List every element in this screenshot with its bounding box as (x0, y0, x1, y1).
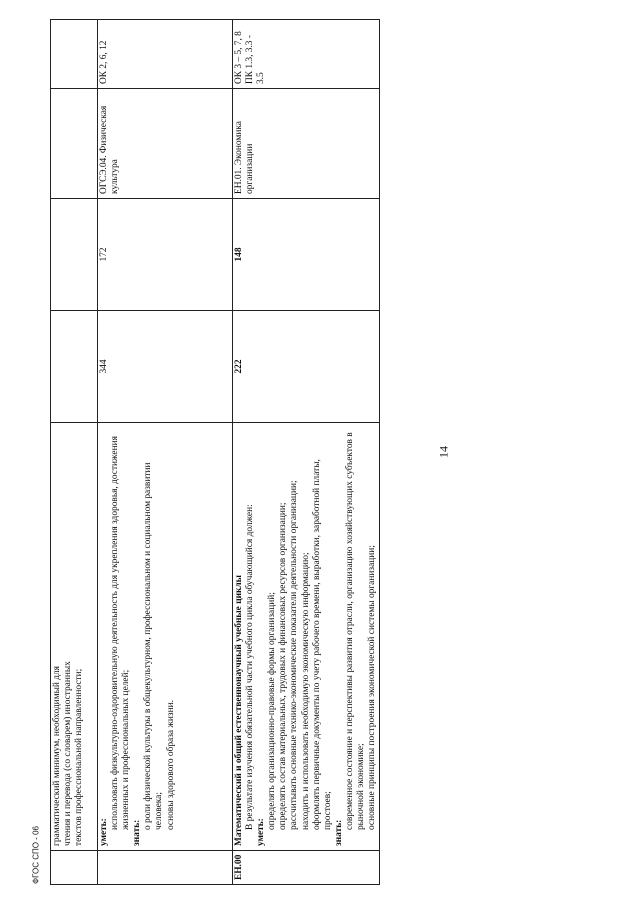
cycle-title: Математический и общий естественнонаучный учебные циклы (234, 575, 244, 846)
page-number: 14 (436, 446, 451, 458)
cycle-intro: В результате изучения обязательной части учебного цикла обучающийся должен: (245, 504, 256, 830)
requirement-item: основные принципы построения экономической системы организации; (367, 545, 378, 830)
cell-code (51, 851, 98, 885)
cell-hours-required: 172 (98, 199, 233, 311)
znat-label: знать: (333, 819, 344, 846)
cell-hours-required (51, 199, 98, 311)
table-row-continuation (51, 20, 98, 885)
cell-hours-max: 344 (98, 311, 233, 423)
requirement-item: использовать физкультурно-оздоровительную деятельность для укрепления здоровья, достижения жизненных и профессиональных целей; (110, 436, 132, 830)
umet-label: уметь: (99, 818, 109, 846)
cell-hours-max (51, 311, 98, 423)
table-row-en00 (233, 20, 380, 885)
requirement-item: современное состояние и перспективы развития отрасли, организацию хозяйствующих субъектов в рыночной экономике; (344, 432, 367, 830)
cell-hours-max: 222 (233, 311, 380, 423)
cell-discipline (51, 89, 98, 199)
cell-discipline: ЕН.01. Экономика организации (233, 89, 380, 199)
cell-hours-required: 148 (233, 199, 380, 311)
cell-requirements (51, 423, 98, 851)
requirement-line: текстов профессиональной направленности; (74, 668, 85, 846)
cell-requirements (98, 423, 233, 851)
requirement-item: определять организационно-правовые формы организаций; (267, 592, 278, 830)
cell-code (98, 851, 233, 885)
requirement-item: основы здорового образа жизни. (165, 699, 176, 830)
footer-stamp: ФГОС СПО - 06 (31, 826, 41, 884)
curriculum-table-wrapper (50, 20, 378, 885)
requirement-item: оформлять первичные документы по учету рабочего времени, выработки, заработной платы, простоев; (311, 459, 333, 830)
requirement-line: чтения и перевода (со словарем) иностранных (63, 661, 74, 846)
znat-label: знать: (132, 819, 143, 846)
requirement-line: грамматический минимум, необходимый для (52, 666, 62, 846)
cell-competencies: ОК 3 – 5, 7, 8 ПК 1.3, 3.3 - 3.5 (233, 20, 380, 89)
requirement-item: рассчитывать основные технико-экономические показатели деятельности организации; (289, 480, 300, 830)
curriculum-table-rotated (50, 20, 378, 885)
curriculum-table (50, 19, 380, 885)
table-row-ogse04 (98, 20, 233, 885)
cell-requirements (233, 423, 380, 851)
cell-competencies: ОК 2, 6, 12 (98, 20, 233, 89)
umet-label: уметь: (256, 818, 267, 846)
requirement-item: определять состав материальных, трудовых и финансовых ресурсов организации; (278, 502, 289, 830)
cell-code: ЕН.00 (233, 851, 380, 885)
cell-competencies (51, 20, 98, 89)
requirement-item: находить и использовать необходимую экономическую информацию; (300, 552, 311, 830)
cell-discipline: ОГСЭ.04. Физическая культура (98, 89, 233, 199)
requirement-item: о роли физической культуры в общекультурном, профессиональном и социальном развитии человека; (143, 462, 165, 830)
